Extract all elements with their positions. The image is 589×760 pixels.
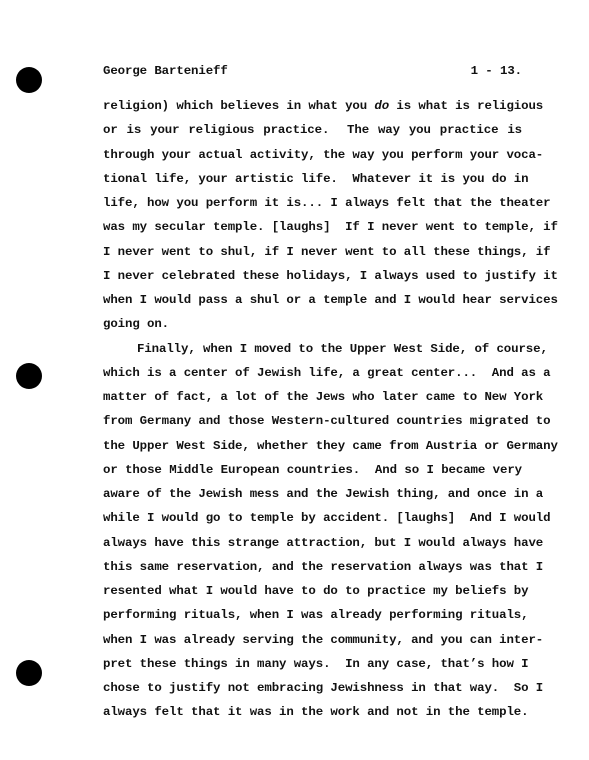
binder-hole-bottom — [16, 660, 42, 686]
transcript-line: when I was already serving the community, and you can inter- — [103, 632, 544, 647]
transcript-line: resented what I would have to do to practice my beliefs by — [103, 584, 529, 598]
transcript-line: the Upper West Side, whether they came from Austria or Germany — [103, 438, 558, 453]
transcript-line: or is your religious practice. The way you practice is — [103, 123, 522, 138]
transcript-line: going on. — [103, 317, 170, 332]
transcript-line: aware of the Jewish mess and the Jewish thing, and once in a — [103, 487, 544, 501]
page-header — [103, 64, 522, 78]
transcript-line: while I would go to temple by accident. [laughs] And I would — [103, 511, 551, 526]
transcript-line: through your actual activity, the way you perform your voca- — [103, 147, 544, 162]
transcript-line: I never went to shul, if I never went to all these things, if — [103, 244, 551, 259]
interviewee-name: George Bartenieff — [103, 64, 228, 78]
transcript-line: from Germany and those Western-cultured countries migrated to — [103, 414, 551, 429]
transcript-line: always felt that it was in the work and not in the temple. — [103, 705, 529, 720]
transcript-line: I never celebrated these holidays, I always used to justify it — [103, 268, 558, 283]
transcript-line: when I would pass a shul or a temple and I would hear services — [103, 293, 558, 307]
binder-hole-top — [16, 67, 42, 93]
transcript-line: Finally, when I moved to the Upper West Side, of course, — [137, 341, 548, 356]
transcript-line: pret these things in many ways. In any case, that’s how I — [103, 656, 529, 671]
transcript-line: chose to justify not embracing Jewishness in that way. So I — [103, 681, 544, 695]
transcript-line: life, how you perform it is... I always felt that the theater — [103, 196, 551, 210]
binder-hole-middle — [16, 363, 42, 389]
transcript-line: this same reservation, and the reservation always was that I — [103, 559, 544, 574]
transcript-line: tional life, your artistic life. Whatever it is you do in — [103, 171, 529, 186]
transcript-line: or those Middle European countries. And so I became very — [103, 462, 522, 477]
transcript-line: always have this strange attraction, but I would always have — [103, 535, 544, 550]
transcript-line: was my secular temple. [laughs] If I never went to temple, if — [103, 220, 558, 235]
transcript-line: performing rituals, when I was already performing rituals, — [103, 608, 529, 623]
transcript-line: which is a center of Jewish life, a great center... And as a — [103, 365, 551, 380]
transcript-line: matter of fact, a lot of the Jews who later came to New York — [103, 390, 544, 404]
page-number: 1 - 13. — [470, 64, 522, 78]
transcript-line: religion) which believes in what you do is what is religious — [103, 99, 544, 113]
